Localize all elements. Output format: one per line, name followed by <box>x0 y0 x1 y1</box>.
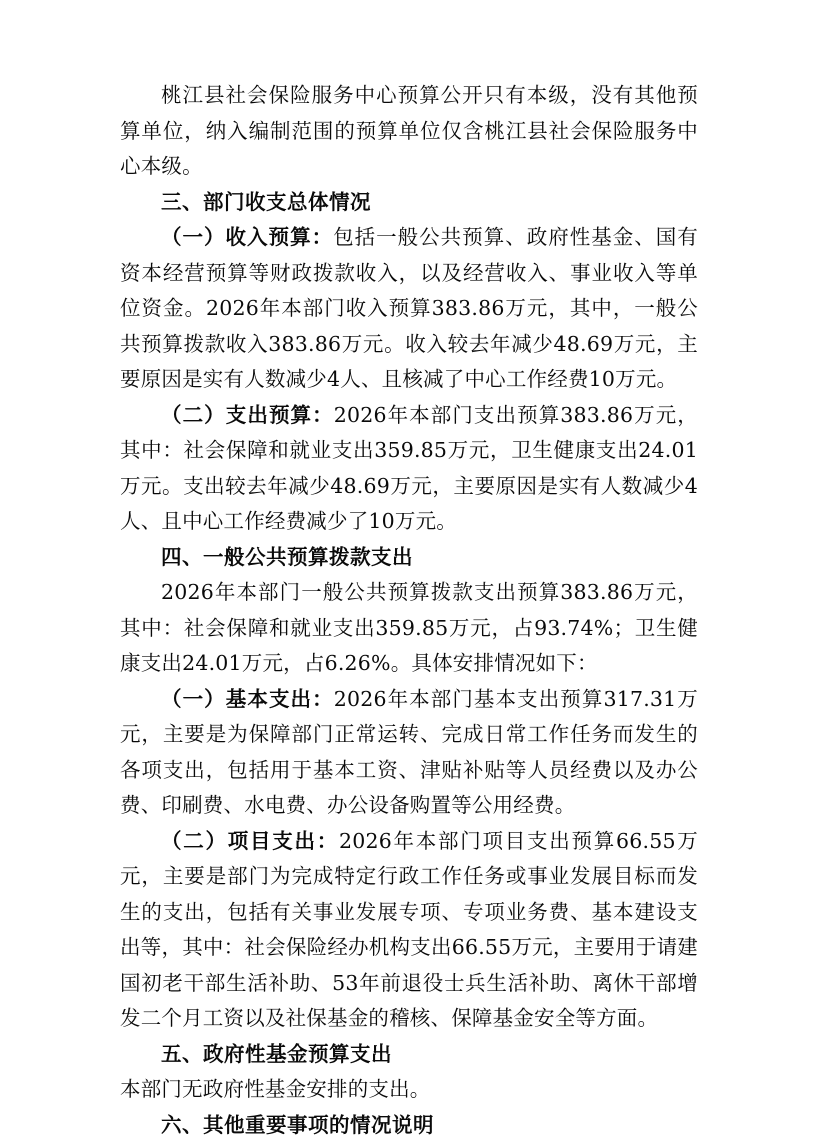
basic-expenditure-text: 2026年本部门基本支出预算317.31万元，主要是为保障部门正常运转、完成日常工作任务而发生的各项支出，包括用于基本工资、津贴补贴等人员经费以及办公费、印刷费、水电费、办公设备购置等公用经费。 <box>120 687 698 818</box>
paragraph-income-budget <box>120 220 698 398</box>
basic-expenditure-label: （一）基本支出： <box>161 687 334 711</box>
heading-section-four: 四、一般公共预算拨款支出 <box>120 540 698 576</box>
income-budget-label: （一）收入预算： <box>161 225 333 249</box>
paragraph-general-public-budget: 2026年本部门一般公共预算拨款支出预算383.86万元，其中：社会保障和就业支出359.85万元，占93.74%；卫生健康支出24.01万元，占6.26%。具体安排情况如下： <box>120 575 698 682</box>
paragraph-project-expenditure <box>120 824 698 1037</box>
document-body <box>120 78 698 1143</box>
project-expenditure-text: 2026年本部门项目支出预算66.55万元，主要是部门为完成特定行政工作任务或事业发展目标而发生的支出，包括有关事业发展专项、专项业务费、基本建设支出等，其中：社会保险经办机构支出66.55万元，主要用于请建国初老干部生活补助、53年前退役士兵生活补助、离休干部增发二个月工资以及社保基金的稽核、保障基金安全等方面。 <box>120 829 698 1031</box>
expenditure-budget-text: 2026年本部门支出预算383.86万元，其中：社会保障和就业支出359.85万元，卫生健康支出24.01万元。支出较去年减少48.69万元，主要原因是实有人数减少4人、且中心工作经费减少了10万元。 <box>120 403 698 534</box>
paragraph-government-fund: 本部门无政府性基金安排的支出。 <box>120 1072 698 1108</box>
paragraph-expenditure-budget <box>120 398 698 540</box>
expenditure-budget-label: （二）支出预算： <box>161 403 334 427</box>
project-expenditure-label: （二）项目支出： <box>161 829 339 853</box>
income-budget-text: 包括一般公共预算、政府性基金、国有资本经营预算等财政拨款收入，以及经营收入、事业收入等单位资金。2026年本部门收入预算383.86万元，其中，一般公共预算拨款收入383.86万元。收入较去年减少48.69万元，主要原因是实有人数减少4人、且核减了中心工作经费10万元。 <box>120 225 698 391</box>
paragraph-budget-scope: 桃江县社会保险服务中心预算公开只有本级，没有其他预算单位，纳入编制范围的预算单位仅含桃江县社会保险服务中心本级。 <box>120 78 698 185</box>
heading-section-three: 三、部门收支总体情况 <box>120 185 698 221</box>
paragraph-basic-expenditure <box>120 682 698 824</box>
heading-section-six: 六、其他重要事项的情况说明 <box>120 1108 698 1143</box>
heading-section-five: 五、政府性基金预算支出 <box>120 1037 698 1073</box>
